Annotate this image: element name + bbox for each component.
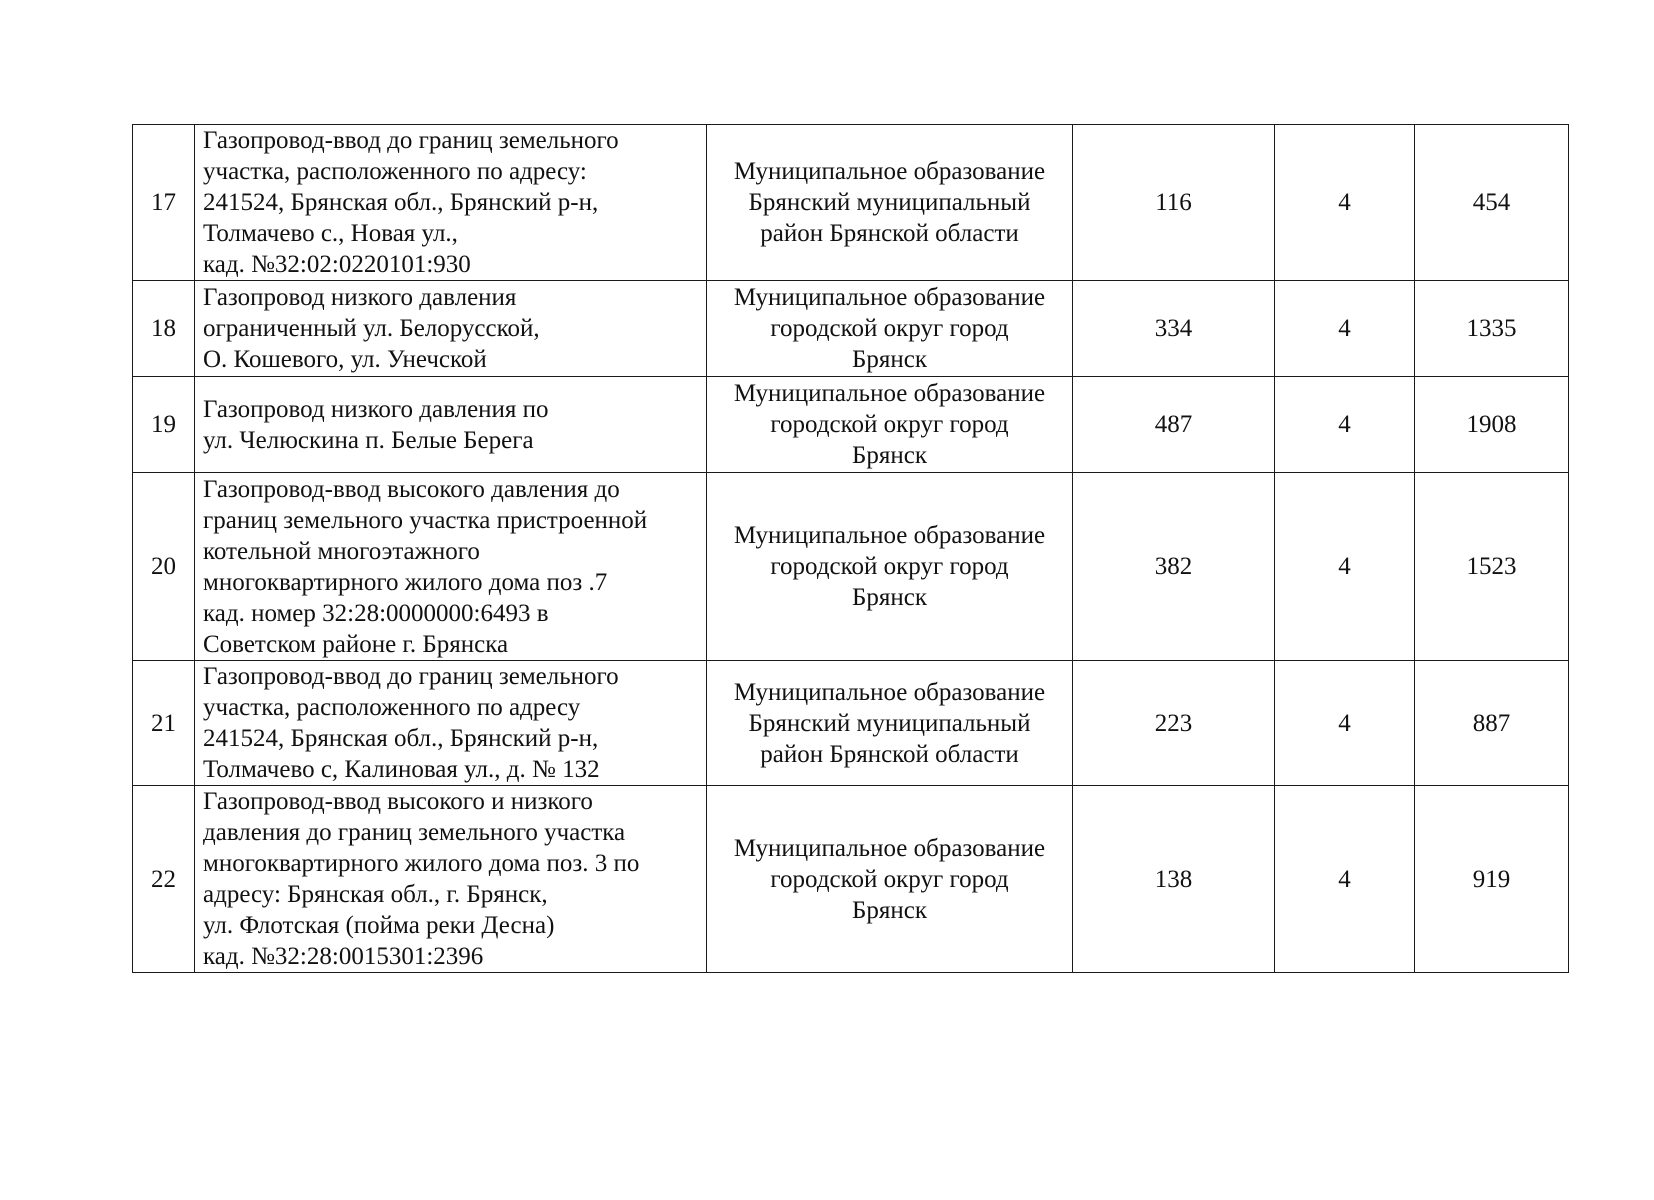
value-cell-3: 1523 bbox=[1415, 473, 1569, 661]
value-cell-3: 887 bbox=[1415, 661, 1569, 786]
value-cell-2: 4 bbox=[1275, 473, 1415, 661]
owner-name: Муниципальное образование городской округ город Брянск bbox=[707, 473, 1073, 661]
table-row bbox=[133, 661, 1569, 786]
value-cell-2: 4 bbox=[1275, 661, 1415, 786]
gas-pipeline-table bbox=[132, 124, 1569, 973]
table-row bbox=[133, 786, 1569, 973]
value-cell-3: 1335 bbox=[1415, 281, 1569, 377]
row-number: 18 bbox=[133, 281, 195, 377]
object-description: Газопровод низкого давления по ул. Челюскина п. Белые Берега bbox=[195, 377, 707, 473]
row-number: 22 bbox=[133, 786, 195, 973]
value-cell-1: 116 bbox=[1073, 125, 1275, 281]
object-description: Газопровод-ввод высокого и низкого давления до границ земельного участка многоквартирного жилого дома поз. 3 по адресу: Брянская обл., г. Брянск, ул. Флотская (пойма реки Десна) кад. №32:28:0015301:2396 bbox=[195, 786, 707, 973]
table-row bbox=[133, 473, 1569, 661]
object-description: Газопровод-ввод до границ земельного участка, расположенного по адресу 241524, Брянская обл., Брянский р-н, Толмачево с, Калиновая ул., д. № 132 bbox=[195, 661, 707, 786]
value-cell-1: 487 bbox=[1073, 377, 1275, 473]
value-cell-1: 382 bbox=[1073, 473, 1275, 661]
owner-name: Муниципальное образование городской округ город Брянск bbox=[707, 786, 1073, 973]
value-cell-2: 4 bbox=[1275, 281, 1415, 377]
value-cell-1: 334 bbox=[1073, 281, 1275, 377]
table-row bbox=[133, 377, 1569, 473]
value-cell-2: 4 bbox=[1275, 125, 1415, 281]
owner-name: Муниципальное образование городской округ город Брянск bbox=[707, 281, 1073, 377]
table-row bbox=[133, 281, 1569, 377]
value-cell-2: 4 bbox=[1275, 377, 1415, 473]
row-number: 19 bbox=[133, 377, 195, 473]
row-number: 21 bbox=[133, 661, 195, 786]
value-cell-2: 4 bbox=[1275, 786, 1415, 973]
value-cell-3: 919 bbox=[1415, 786, 1569, 973]
owner-name: Муниципальное образование Брянский муниципальный район Брянской области bbox=[707, 661, 1073, 786]
object-description: Газопровод-ввод до границ земельного участка, расположенного по адресу: 241524, Брянская обл., Брянский р-н, Толмачево с., Новая ул., кад. №32:02:0220101:930 bbox=[195, 125, 707, 281]
value-cell-1: 138 bbox=[1073, 786, 1275, 973]
row-number: 17 bbox=[133, 125, 195, 281]
object-description: Газопровод-ввод высокого давления до границ земельного участка пристроенной котельной многоэтажного многоквартирного жилого дома поз .7 кад. номер 32:28:0000000:6493 в Советском районе г. Брянска bbox=[195, 473, 707, 661]
value-cell-1: 223 bbox=[1073, 661, 1275, 786]
row-number: 20 bbox=[133, 473, 195, 661]
value-cell-3: 454 bbox=[1415, 125, 1569, 281]
table-row bbox=[133, 125, 1569, 281]
value-cell-3: 1908 bbox=[1415, 377, 1569, 473]
object-description: Газопровод низкого давления ограниченный ул. Белорусской, О. Кошевого, ул. Унечской bbox=[195, 281, 707, 377]
owner-name: Муниципальное образование Брянский муниципальный район Брянской области bbox=[707, 125, 1073, 281]
owner-name: Муниципальное образование городской округ город Брянск bbox=[707, 377, 1073, 473]
